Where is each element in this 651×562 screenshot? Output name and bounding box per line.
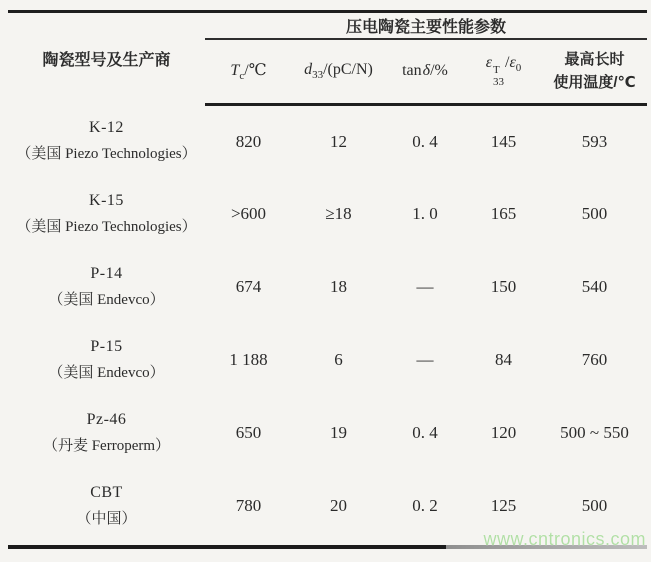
epsilon-subscript: 33 xyxy=(493,75,505,88)
cell-d33: 19 xyxy=(330,423,347,442)
cell-epsilon: 145 xyxy=(490,131,517,151)
table-row xyxy=(8,397,647,470)
epsilon0-subscript: 0 xyxy=(515,62,522,75)
ceramic-maker: （美国 Piezo Technologies） xyxy=(16,219,197,235)
ceramic-model: CBT xyxy=(90,484,123,501)
epsilon-superscript: T xyxy=(493,64,500,77)
ceramic-model: P-15 xyxy=(90,338,123,355)
cell-max-temp: 500 xyxy=(581,204,608,223)
cell-tc: >600 xyxy=(230,204,267,223)
d33-unit: /(pC/N) xyxy=(323,61,373,79)
table-row xyxy=(8,105,647,178)
column-header-tan-delta xyxy=(385,39,465,105)
cell-tan-delta: 0. 2 xyxy=(412,496,438,515)
cell-max-temp: 760 xyxy=(581,350,608,369)
cell-epsilon: 150 xyxy=(490,277,517,296)
cell-tan-delta: — xyxy=(416,277,434,296)
piezo-performance-table xyxy=(8,10,647,543)
delta-symbol: δ xyxy=(422,62,431,80)
tc-subscript: c xyxy=(239,70,245,83)
table-row xyxy=(8,178,647,251)
cell-model xyxy=(8,251,205,324)
cell-max-temp: 500 ~ 550 xyxy=(560,423,629,442)
column-header-max-temp xyxy=(542,39,647,105)
cell-d33: ≥18 xyxy=(325,204,352,223)
cell-model xyxy=(8,178,205,251)
cell-epsilon: 84 xyxy=(495,350,512,369)
cell-epsilon: 125 xyxy=(490,496,517,515)
tc-symbol: T xyxy=(230,62,240,80)
cell-d33: 12 xyxy=(330,131,347,151)
cell-tc: 820 xyxy=(235,131,262,151)
epsilon-supsub xyxy=(493,65,504,88)
cell-tan-delta: 0. 4 xyxy=(412,423,438,442)
column-header-epsilon xyxy=(465,39,542,105)
cell-tc: 780 xyxy=(235,496,262,515)
column-header-tc xyxy=(205,39,292,105)
epsilon-slash: / xyxy=(505,54,510,72)
tc-unit: /℃ xyxy=(244,62,267,80)
row-header-label: 陶瓷型号及生产商 xyxy=(42,52,171,70)
cell-tc: 650 xyxy=(235,423,262,442)
cell-tan-delta: 1. 0 xyxy=(412,204,438,223)
cell-tan-delta: 0. 4 xyxy=(412,131,438,151)
d33-symbol: d xyxy=(304,61,313,79)
cell-tc: 674 xyxy=(235,277,262,296)
cell-d33: 6 xyxy=(334,350,343,369)
ceramic-maker: （美国 Endevco） xyxy=(48,292,165,308)
group-header-row xyxy=(8,12,647,39)
epsilon-symbol: ε xyxy=(485,54,493,72)
table-group-header xyxy=(205,12,647,39)
cell-model xyxy=(8,397,205,470)
ceramic-maker: （丹麦 Ferroperm） xyxy=(42,438,171,454)
cell-max-temp: 540 xyxy=(581,277,608,296)
ceramic-model: K-15 xyxy=(89,192,124,209)
ceramic-model: P-14 xyxy=(90,265,123,282)
ceramic-maker: （美国 Piezo Technologies） xyxy=(16,146,197,162)
cell-max-temp: 593 xyxy=(581,131,608,151)
table-row xyxy=(8,324,647,397)
row-header xyxy=(8,12,205,105)
cell-tc: 1 188 xyxy=(229,350,268,369)
cell-epsilon: 165 xyxy=(490,204,517,223)
cell-model xyxy=(8,324,205,397)
cell-epsilon: 120 xyxy=(490,423,517,442)
tan-function: tan xyxy=(402,62,422,80)
table-row xyxy=(8,251,647,324)
cell-max-temp: 500 xyxy=(581,496,608,515)
tan-delta-unit: /% xyxy=(430,62,448,80)
cell-model xyxy=(8,470,205,543)
ceramic-maker: （美国 Endevco） xyxy=(48,365,165,381)
ceramic-maker: （中国） xyxy=(76,511,137,527)
max-temp-line1: 最高长时 xyxy=(564,51,625,68)
watermark: www.cntronics.com xyxy=(483,529,646,549)
cell-d33: 18 xyxy=(330,277,347,296)
cell-tan-delta: — xyxy=(416,350,434,369)
cell-d33: 20 xyxy=(330,496,347,515)
cell-model xyxy=(8,105,205,178)
epsilon0-symbol: ε xyxy=(509,54,516,72)
group-header-label: 压电陶瓷主要性能参数 xyxy=(346,18,507,36)
ceramic-model: Pz-46 xyxy=(86,411,127,428)
d33-subscript: 33 xyxy=(312,69,324,82)
max-temp-line2: 使用温度/℃ xyxy=(553,74,636,92)
column-header-d33 xyxy=(292,39,385,105)
ceramic-model: K-12 xyxy=(89,119,124,136)
